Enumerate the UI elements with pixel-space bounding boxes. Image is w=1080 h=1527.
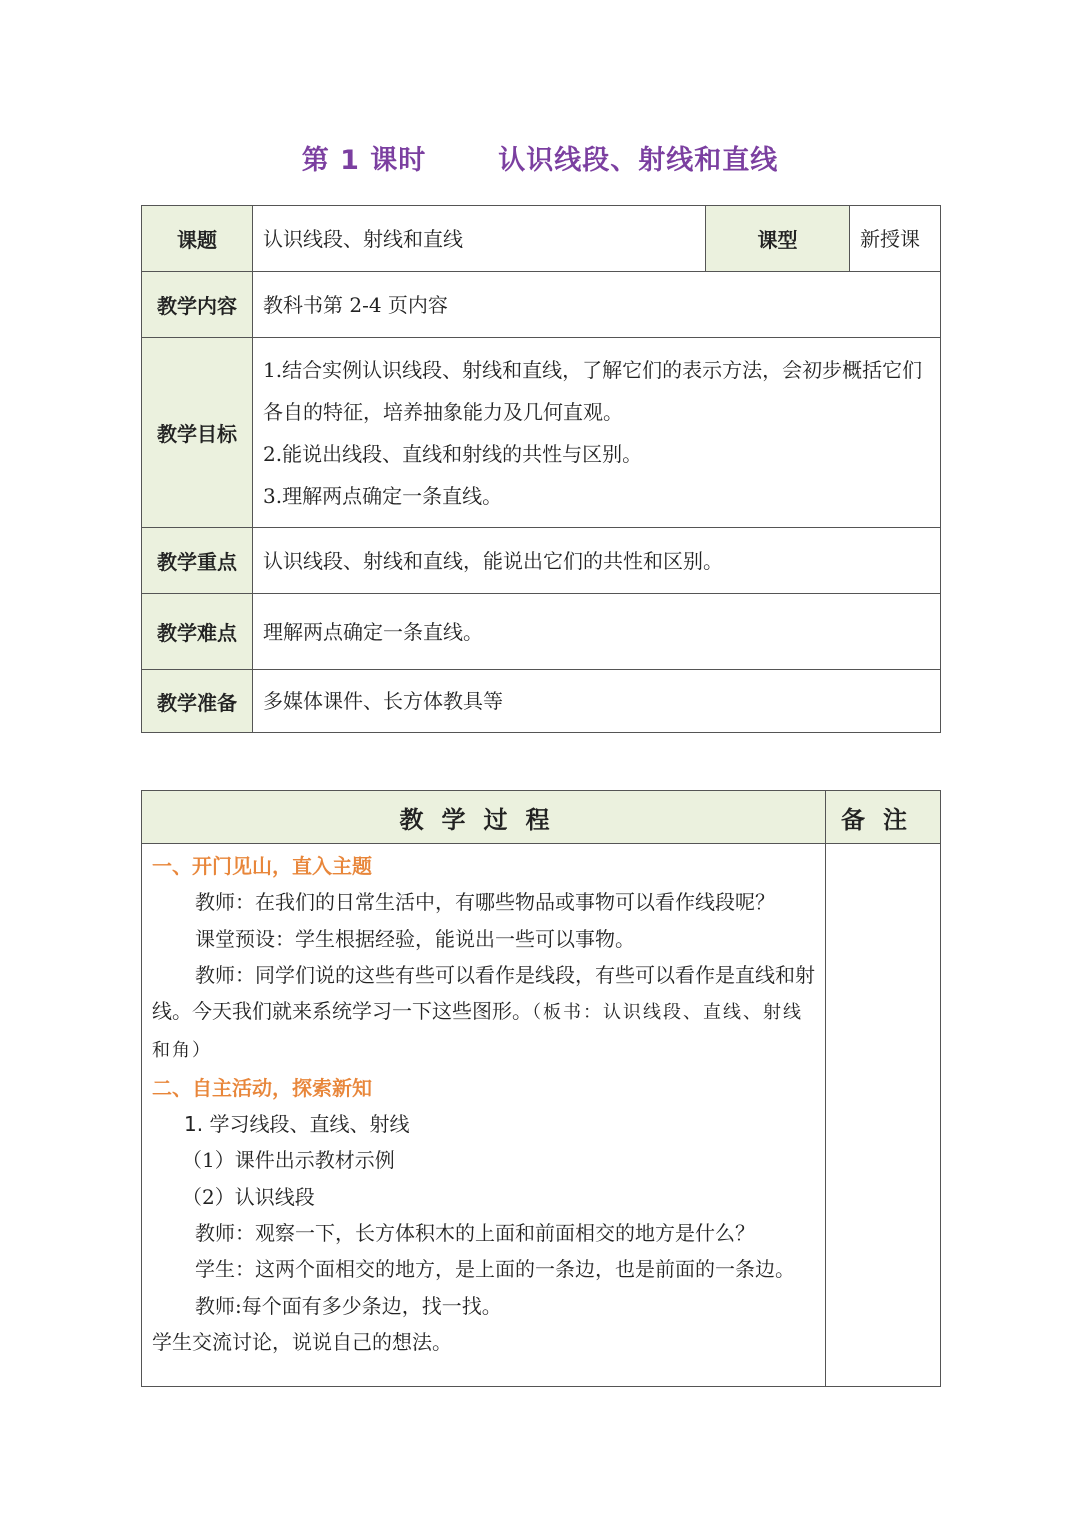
- content-label: 教学内容: [142, 272, 253, 338]
- difficulty-label: 教学难点: [142, 594, 253, 670]
- key-point-label: 教学重点: [142, 528, 253, 594]
- lesson-info-table: [141, 205, 941, 733]
- paragraph: 学生交流讨论，说说自己的想法。: [152, 1329, 452, 1354]
- paragraph: 教师：在我们的日常生活中，有哪些物品或事物可以看作线段呢？: [195, 890, 775, 915]
- sub-heading: （1）课件出示教材示例: [182, 1148, 395, 1173]
- topic-value: 认识线段、射线和直线: [253, 206, 706, 272]
- content-value: 教科书第 2-4 页内容: [253, 272, 941, 338]
- key-point-value: 认识线段、射线和直线，能说出它们的共性和区别。: [253, 528, 941, 594]
- blackboard-note: （板书：认识线段、直线、射线和角）: [152, 1002, 803, 1062]
- paragraph: [152, 957, 817, 1070]
- preparation-value: 多媒体课件、长方体教具等: [253, 670, 941, 733]
- process-content: [142, 844, 826, 1387]
- process-header: 教学过程: [142, 791, 826, 844]
- goal-item: 1.结合实例认识线段、射线和直线，了解它们的表示方法，会初步概括它们各自的特征，培养抽象能力及几何直观。: [263, 357, 923, 424]
- type-value: 新授课: [850, 206, 941, 272]
- sub-heading: 1. 学习线段、直线、射线: [184, 1112, 410, 1137]
- goals-label: 教学目标: [142, 338, 253, 528]
- type-label: 课型: [706, 206, 850, 272]
- section-heading: 二、自主活动，探索新知: [152, 1075, 372, 1100]
- paragraph: 教师:每个面有多少条边，找一找。: [195, 1293, 502, 1318]
- page-title: [0, 138, 1080, 177]
- topic-label: 课题: [142, 206, 253, 272]
- goals-list: [253, 338, 941, 528]
- difficulty-value: 理解两点确定一条直线。: [253, 594, 941, 670]
- notes-header: 备注: [826, 791, 941, 844]
- paragraph: 课堂预设：学生根据经验，能说出一些可以事物。: [195, 926, 635, 951]
- goal-item: 2.能说出线段、直线和射线的共性与区别。: [263, 441, 643, 466]
- preparation-label: 教学准备: [142, 670, 253, 733]
- paragraph: 学生：这两个面相交的地方，是上面的一条边，也是前面的一条边。: [195, 1257, 795, 1282]
- paragraph-text: 教师：同学们说的这些有些可以看作是线段，有些可以看作是直线和射线。今天我们就来系统学习一下这些图形。: [152, 962, 815, 1024]
- notes-cell: [826, 844, 941, 1387]
- sub-heading: （2）认识线段: [182, 1184, 315, 1209]
- lesson-title: 认识线段、射线和直线: [498, 145, 779, 176]
- teaching-process-table: [141, 790, 941, 1387]
- lesson-number: 第 1 课时: [301, 145, 427, 176]
- section-heading: 一、开门见山，直入主题: [152, 854, 372, 878]
- paragraph: 教师：观察一下，长方体积木的上面和前面相交的地方是什么？: [195, 1220, 755, 1245]
- goal-item: 3.理解两点确定一条直线。: [263, 483, 503, 508]
